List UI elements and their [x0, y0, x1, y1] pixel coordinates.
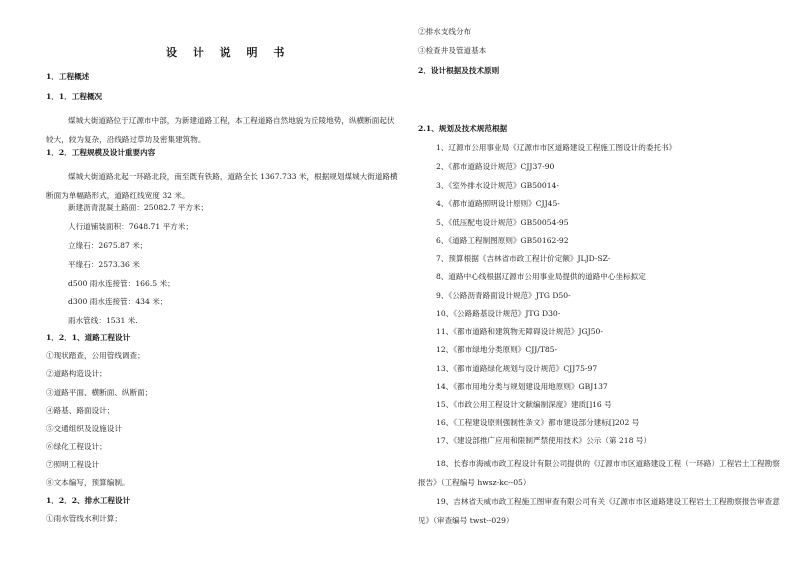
section-2-heading: 2．设计根据及技术原则 [418, 66, 500, 75]
reference-item-19: 19、吉林省天威市政工程施工图审查有限公司有关《辽源市市区道路建设工程岩土工程勘察报告审查意见》（审查编号 twst--029） [418, 497, 780, 525]
road-design-item-4: ④路基、路面设计； [46, 406, 115, 415]
road-design-item-1: ①现状踏查，公用管线调查； [46, 351, 145, 360]
quantity-asphalt: 新建沥青混凝土路面：25082.7 平方米； [68, 203, 209, 212]
section-1-2-heading: 1．2．工程规模及设计重要内容 [46, 148, 156, 157]
section-1-2-1-heading: 1．2．1、道路工程设计 [46, 333, 131, 342]
section-1-2-paragraph: 煤城大街道路北起一环路北段，南至既有铁路，道路全长 1367.733 米，根据规划煤城大街道路横断面为单幅路形式，道路红线宽度 32 米。 [46, 172, 398, 200]
quantity-sidewalk: 人行道铺装面积：7648.71 平方米； [68, 222, 193, 231]
section-1-1-paragraph: 煤城大街道路位于辽源市中部，为新建道路工程，本工程道路自然地貌为丘陵地势，纵横断面起伏较大，较为复杂，沿线路过草坊及密集建筑物。 [46, 116, 395, 144]
quantity-d500-pipe: d500 雨水连接管：166.5 米； [68, 279, 175, 288]
reference-item-18: 18、长春市海威市政工程设计有限公司提供的《辽源市市区道路建设工程（一环路）工程岩土工程勘察报告》（工程编号 hwsz-kc--05） [418, 459, 780, 487]
road-design-item-3: ③道路平面、横断面、纵断面； [46, 388, 153, 397]
road-design-item-5: ⑤交通组织及设施设计 [46, 424, 122, 433]
reference-item: 6、《道路工程制图原则》GB50162-92 [436, 236, 569, 245]
reference-item: 11、《都市道路和建筑物无障碍设计规范》JGJ50- [436, 327, 603, 336]
reference-item: 14、《都市用地分类与规划建设用地原则》GBJ137 [436, 382, 608, 391]
reference-item: 12、《都市绿地分类原则》CJJ/T85- [436, 345, 558, 354]
reference-item: 10、《公路路基设计规范》JTG D30- [436, 309, 561, 318]
road-design-item-6: ⑥绿化工程设计； [46, 442, 107, 451]
quantity-rain-pipe: 雨水管线：1531 米. [68, 316, 138, 325]
reference-item: 3、《室外排水设计规范》GB50014- [436, 181, 559, 190]
road-design-item-7: ⑦照明工程设计 [46, 460, 100, 469]
quantity-d300-pipe: d300 雨水连接管：434 米； [68, 297, 168, 306]
reference-item: 1、辽源市公用事业局《辽源市市区道路建设工程施工图设计的委托书》 [436, 143, 677, 152]
reference-item: 7、预算根据《吉林省市政工程计价定额》JLJD-SZ- [436, 254, 611, 263]
reference-item: 8、道路中心线根据辽源市公用事业局提供的道路中心坐标拟定 [436, 272, 646, 281]
section-1-1-heading: 1．1．工程概况 [46, 92, 103, 101]
section-1-2-2-heading: 1．2．2、排水工程设计 [46, 496, 131, 505]
reference-item: 2、《都市道路设计规范》CJJ37-90 [436, 162, 555, 171]
document-title: 设 计 说 明 书 [166, 46, 291, 59]
drainage-design-item-3: ③检查井及管道基本 [418, 46, 487, 55]
reference-item: 9、《公路沥青路面设计规范》JTG D50- [436, 291, 571, 300]
quantity-flat-curb: 平缘石：2573.36 米 [68, 260, 140, 269]
section-1-heading: 1．工程概述 [46, 72, 90, 81]
road-design-item-8: ⑧文本编写，预算编制。 [46, 478, 130, 487]
road-design-item-2: ②道路构造设计； [46, 369, 107, 378]
reference-item: 16、《工程建设原则强制性条文》都市建设部分建标[]202 号 [436, 418, 640, 427]
drainage-design-item-2: ②排水支线分布 [418, 27, 472, 36]
section-2-1-heading: 2.1、规划及技术规范根据 [418, 124, 508, 133]
quantity-curb: 立缘石：2675.87 米； [68, 241, 148, 250]
reference-item: 15、《市政公用工程设计文献编制深度》建质[]16 号 [436, 400, 612, 409]
reference-item: 4、《都市道路照明设计原则》CJJ45- [436, 199, 560, 208]
reference-item: 17、《建设部推广应用和限制严禁使用技术》公示（第 218 号） [436, 436, 652, 445]
drainage-design-item-1: ①雨水管线水利计算； [46, 514, 122, 523]
reference-item: 13、《都市道路绿化规划与设计规范》CJJ75-97 [436, 364, 598, 373]
reference-item: 5、《低压配电设计规范》GB50054-95 [436, 218, 569, 227]
